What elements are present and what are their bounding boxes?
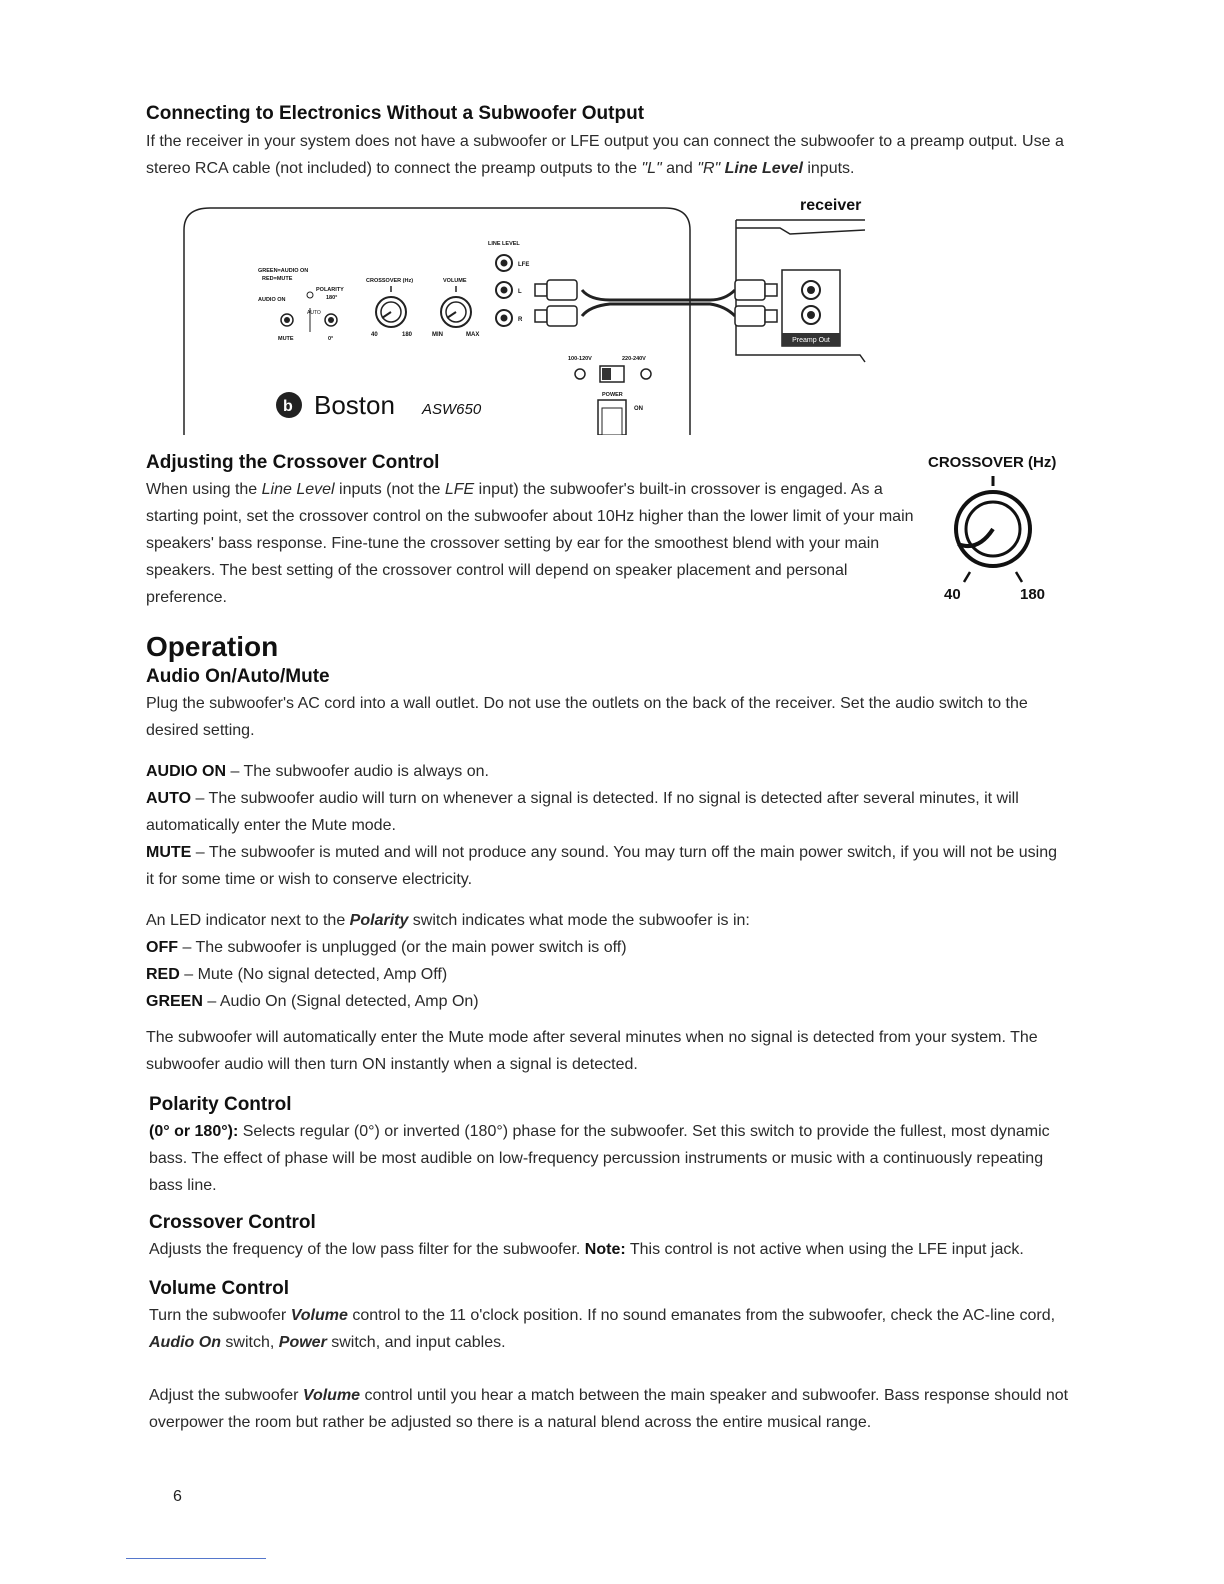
led-legend-green: GREEN=AUDIO ON <box>258 268 309 274</box>
polarity-heading: Polarity Control <box>149 1094 292 1115</box>
audio-mode-paragraph: Plug the subwoofer's AC cord into a wall outlet. Do not use the outlets on the back of the receiver. Set the audio switch to the desired setting. <box>146 695 1028 739</box>
svg-text:POWER: POWER <box>602 392 623 398</box>
svg-text:MAX: MAX <box>466 332 480 338</box>
crossover-adjust-paragraph: When using the Line Level inputs (not the LFE input) the subwoofer's built-in crossover is engaged. As a starting point, set the crossover control on the subwoofer about 10Hz higher than the lower limit of your main speakers' bass response. Fine-tune the crossover setting by ear for the smoothest blend with your main speakers. The best setting of the crossover control will depend on speaker placement and personal preference. <box>146 481 914 606</box>
rca-cable-r <box>582 304 735 316</box>
led-red-item: RED – Mute (No signal detected, Amp Off) <box>146 966 448 983</box>
svg-text:220-240V: 220-240V <box>622 356 646 362</box>
led-indicator <box>307 292 313 298</box>
led-off-item: OFF – The subwoofer is unplugged (or the main power switch is off) <box>146 939 627 956</box>
operation-title: Operation <box>146 631 279 662</box>
svg-text:ON: ON <box>634 406 643 412</box>
svg-text:CROSSOVER (Hz): CROSSOVER (Hz) <box>366 278 414 284</box>
preamp-out-label: Preamp Out <box>792 337 830 344</box>
svg-text:POLARITY: POLARITY <box>316 287 344 293</box>
audio-on-item: AUDIO ON – The subwoofer audio is always on. <box>146 763 489 780</box>
auto-mute-paragraph: The subwoofer will automatically enter the Mute mode after several minutes when no signal is detected from your system. The subwoofer audio will then turn ON instantly when a signal is detected. <box>146 1029 1038 1073</box>
led-green-item: GREEN – Audio On (Signal detected, Amp On) <box>146 993 479 1010</box>
led-legend-red: RED=MUTE <box>262 276 293 282</box>
svg-text:AUTO: AUTO <box>307 310 321 316</box>
model-name: ASW650 <box>422 401 482 418</box>
svg-text:180°: 180° <box>326 295 338 301</box>
svg-text:0°: 0° <box>328 336 334 342</box>
svg-text:40: 40 <box>371 332 378 338</box>
svg-text:100-120V: 100-120V <box>568 356 592 362</box>
rca-cable-l <box>582 290 735 300</box>
line-level-label: LINE LEVEL <box>488 241 520 247</box>
svg-text:AUDIO ON: AUDIO ON <box>258 297 286 303</box>
crossover-knob-large <box>928 474 1068 604</box>
auto-item: AUTO – The subwoofer audio will turn on whenever a signal is detected. If no signal is detected after several minutes, it will automatically enter the Mute mode. <box>146 790 1019 834</box>
crossover-knob-title: CROSSOVER (Hz) <box>928 454 1057 471</box>
svg-text:MIN: MIN <box>432 332 443 338</box>
audio-mode-heading: Audio On/Auto/Mute <box>146 666 330 687</box>
voltage-screw-left <box>575 369 585 379</box>
crossover-knob-figure <box>928 454 1068 614</box>
section-heading-crossover-adjust: Adjusting the Crossover Control <box>146 452 440 473</box>
brand-name: Boston <box>314 390 395 420</box>
svg-text:VOLUME: VOLUME <box>443 278 467 284</box>
rca-plug-rcv-r <box>735 306 765 326</box>
svg-text:MUTE: MUTE <box>278 336 294 342</box>
footer-rule <box>126 1558 266 1559</box>
svg-text:L: L <box>518 289 522 295</box>
crossover-control-heading: Crossover Control <box>149 1212 316 1233</box>
led-intro: An LED indicator next to the Polarity switch indicates what mode the subwoofer is in: <box>146 912 750 929</box>
connecting-paragraph: If the receiver in your system does not have a subwoofer or LFE output you can connect the subwoofer to a preamp output. Use a stereo RCA cable (not included) to connect the preamp outputs to the "L" and "R" Line Level inputs. <box>146 133 1064 177</box>
mute-item: MUTE – The subwoofer is muted and will not produce any sound. You may turn off the main power switch, if you will not be using it for some time or wish to conserve electricity. <box>146 844 1058 888</box>
svg-text:R: R <box>518 317 523 323</box>
receiver-label: receiver <box>800 197 862 214</box>
wiring-diagram <box>170 190 880 435</box>
svg-text:180: 180 <box>402 332 413 338</box>
volume-paragraph-2: Adjust the subwoofer Volume control until you hear a match between the main speaker and subwoofer. Bass response should not overpower the room but rather be adjusted so there is a natural blend across the entire musical range. <box>149 1387 1069 1431</box>
volume-paragraph-1: Turn the subwoofer Volume control to the 11 o'clock position. If no sound emanates from the subwoofer, check the AC-line cord, Audio On switch, Power switch, and input cables. <box>149 1307 1056 1351</box>
crossover-knob-min-label: 40 <box>944 586 961 603</box>
polarity-paragraph: (0° or 180°): Selects regular (0°) or inverted (180°) phase for the subwoofer. Set this switch to provide the fullest, most dynamic bass. The effect of phase will be most audible on low-frequency percussion instruments or music with a continuously repeating bass line. <box>149 1123 1050 1194</box>
voltage-screw-right <box>641 369 651 379</box>
rca-plug-sub-r <box>535 310 547 322</box>
crossover-knob-max-label: 180 <box>1020 586 1046 603</box>
crossover-control-paragraph: Adjusts the frequency of the low pass filter for the subwoofer. Note: This control is not active when using the LFE input jack. <box>149 1241 1024 1258</box>
rca-plug-rcv-l <box>735 280 765 300</box>
section-heading-connecting: Connecting to Electronics Without a Subwoofer Output <box>146 103 645 124</box>
rca-plug-sub-l <box>535 284 547 296</box>
page-number: 6 <box>173 1488 182 1505</box>
svg-text:b: b <box>283 398 293 415</box>
volume-control-heading: Volume Control <box>149 1278 290 1299</box>
svg-text:LFE: LFE <box>518 262 530 268</box>
